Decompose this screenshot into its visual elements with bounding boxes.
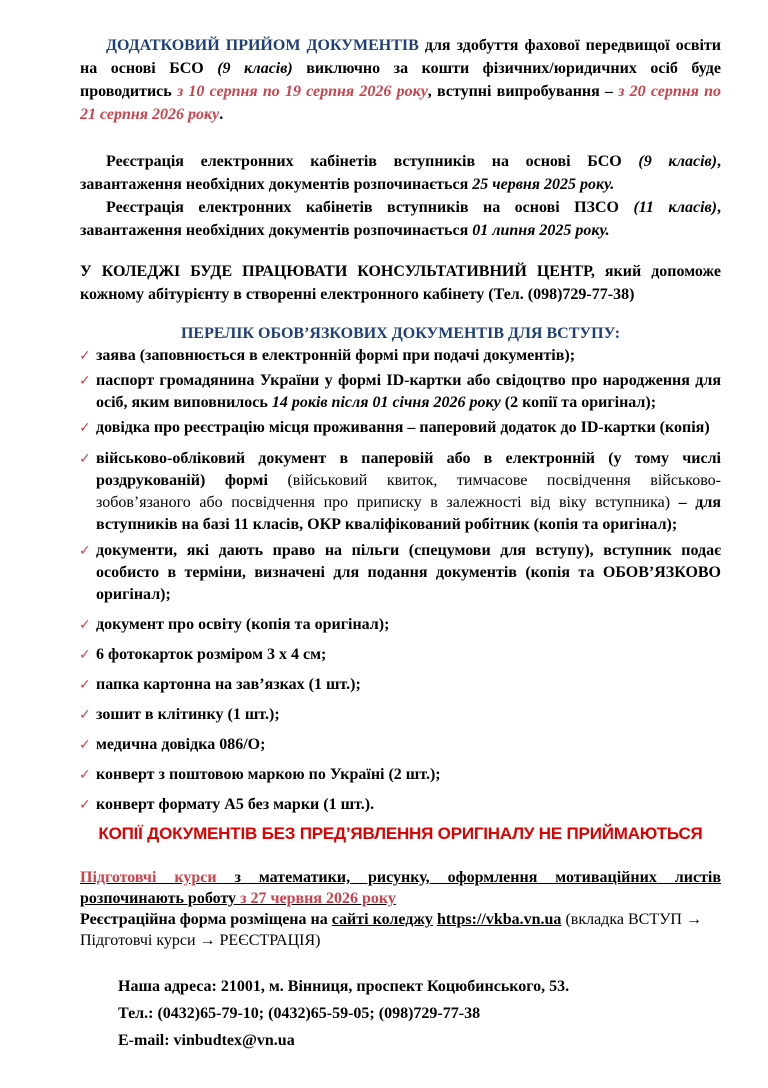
check-icon: ✓ (79, 420, 91, 436)
consult-center: У КОЛЕДЖІ БУДЕ ПРАЦЮВАТИ КОНСУЛЬТАТИВНИЙ ЦЕНТР, який допоможе кожному абітурієнту в створенні електронного кабінету (Тел. (098)729-77-38) (80, 263, 721, 303)
intro-dates-admission: з 10 серпня по 19 серпня 2026 року (176, 83, 428, 100)
list-item (80, 644, 721, 666)
item-text: (2 копії та оригінал); (500, 394, 657, 411)
item-text: папка картонна на зав’язках (1 шт.); (96, 676, 361, 693)
item-text: документи, які дають право на пільги (спецумови для вступу), вступник подає особисто в терміни, визначені для подання документів (копія та ОБОВ’ЯЗКОВО оригінал); (96, 542, 721, 603)
item-text: зошит в клітинку (1 шт.); (96, 706, 280, 723)
check-icon: ✓ (79, 707, 91, 723)
email-line[interactable]: E-mail: vinbudtex@vn.ua (118, 1032, 295, 1049)
item-text: медична довідка 086/О; (96, 736, 266, 753)
warning-banner: КОПІЇ ДОКУМЕНТІВ БЕЗ ПРЕД’ЯВЛЕННЯ ОРИГІНАЛУ НЕ ПРИЙМАЮТЬСЯ (98, 824, 703, 843)
reg1-text: Реєстрація електронних кабінетів вступників на основі БСО (106, 153, 639, 170)
intro-classes: (9 класів) (217, 60, 293, 77)
check-icon: ✓ (79, 373, 91, 389)
check-icon: ✓ (79, 767, 91, 783)
list-item (80, 764, 721, 786)
check-icon: ✓ (79, 543, 91, 559)
list-item (80, 540, 721, 606)
list-item (80, 794, 721, 816)
reg2-text: Реєстрація електронних кабінетів вступників на основі ПЗСО (106, 199, 634, 216)
check-icon: ✓ (79, 647, 91, 663)
list-item (80, 614, 721, 636)
check-icon: ✓ (79, 737, 91, 753)
check-icon: ✓ (79, 451, 91, 467)
list-item (80, 345, 721, 367)
item-text: конверт з поштовою маркою по Україні (2 шт.); (96, 766, 441, 783)
site-url-link[interactable]: https://vkba.vn.ua (436, 911, 562, 928)
intro-text: для здобуття фахової передвищої освіти на основі БСО (80, 37, 721, 77)
documents-list (80, 345, 721, 816)
item-text: військово-обліковий документ в паперовій або в електронній (у тому числі роздрукованій) формі (96, 450, 721, 489)
intro-dates-exams: з 20 серпня по 21 серпня 2026 року (80, 83, 721, 123)
check-icon: ✓ (79, 797, 91, 813)
item-text: 6 фотокарток розміром 3 х 4 см; (96, 646, 327, 663)
reg2-classes: (11 класів) (633, 199, 718, 216)
reg-form-text: Реєстраційна форма розміщена на (80, 911, 332, 928)
intro-paragraph (80, 34, 721, 126)
list-item (80, 704, 721, 726)
list-item (80, 417, 721, 439)
tab-path-text: (вкладка ВСТУП → Підготовчі курси → РЕЄСТРАЦІЯ) (80, 911, 702, 949)
item-text: документ про освіту (копія та оригінал); (96, 616, 390, 633)
reg1-text-2: , завантаження необхідних документів розпочинається (80, 153, 722, 193)
item-text-italic: 14 років після 01 січня 2026 року (271, 394, 501, 411)
list-title: ПЕРЕЛІК ОБОВ’ЯЗКОВИХ ДОКУМЕНТІВ ДЛЯ ВСТУПУ: (180, 325, 621, 342)
reg2-date: 01 липня 2025 року. (472, 222, 610, 239)
registration-form-note (80, 909, 721, 951)
item-text: конверт формату А5 без марки (1 шт.). (96, 796, 375, 813)
courses-text: з математики, рисунку, оформлення мотиваційних листів розпочинають роботу (80, 869, 721, 907)
contacts-block (80, 973, 721, 1054)
courses-date: з 27 червня 2026 року (240, 890, 396, 907)
item-text: довідка про реєстрацію місця проживання – паперовий додаток до ID-картки (копія) (96, 419, 710, 436)
intro-title: ДОДАТКОВИЙ ПРИЙОМ ДОКУМЕНТІВ (106, 37, 419, 54)
reg1-classes: (9 класів) (638, 153, 718, 170)
item-text: заява (заповнюється в електронній формі при подачі документів); (96, 347, 576, 364)
courses-paragraph (80, 867, 721, 909)
intro-text-4: . (219, 106, 224, 123)
document-page (80, 34, 721, 1054)
item-text: – для вступників на базі 11 класів, ОКР кваліфікований робітник (копія та оригінал); (96, 494, 721, 533)
intro-text-3: , вступні випробування – (427, 83, 619, 100)
site-link[interactable]: сайті коледжу (331, 911, 433, 928)
list-item (80, 674, 721, 696)
check-icon: ✓ (79, 348, 91, 364)
registration-11-classes (80, 196, 721, 242)
item-text: паспорт громадянина України у формі ID-картки або свідоцтво про народження для осіб, яким виповнилось (96, 372, 721, 411)
courses-link[interactable]: Підготовчі курси (80, 869, 217, 886)
check-icon: ✓ (79, 617, 91, 633)
list-item (80, 370, 721, 414)
item-text-normal: (військовий квиток, тимчасове посвідчення військово-зобов’язаного або посвідчення про приписку в залежності від віку вступника) (96, 472, 721, 511)
check-icon: ✓ (79, 677, 91, 693)
intro-text-2: виключно за кошти фізичних/юридичних осіб буде проводитись (80, 60, 721, 100)
reg1-date: 25 червня 2025 року. (472, 176, 615, 193)
reg2-text-2: , завантаження необхідних документів розпочинається (80, 199, 722, 239)
address-line: Наша адреса: 21001, м. Вінниця, проспект Коцюбинського, 53. (118, 978, 570, 995)
phones-line: Тел.: (0432)65-79-10; (0432)65-59-05; (098)729-77-38 (118, 1005, 481, 1022)
registration-9-classes (80, 150, 721, 196)
list-item (80, 734, 721, 756)
list-item (80, 448, 721, 536)
